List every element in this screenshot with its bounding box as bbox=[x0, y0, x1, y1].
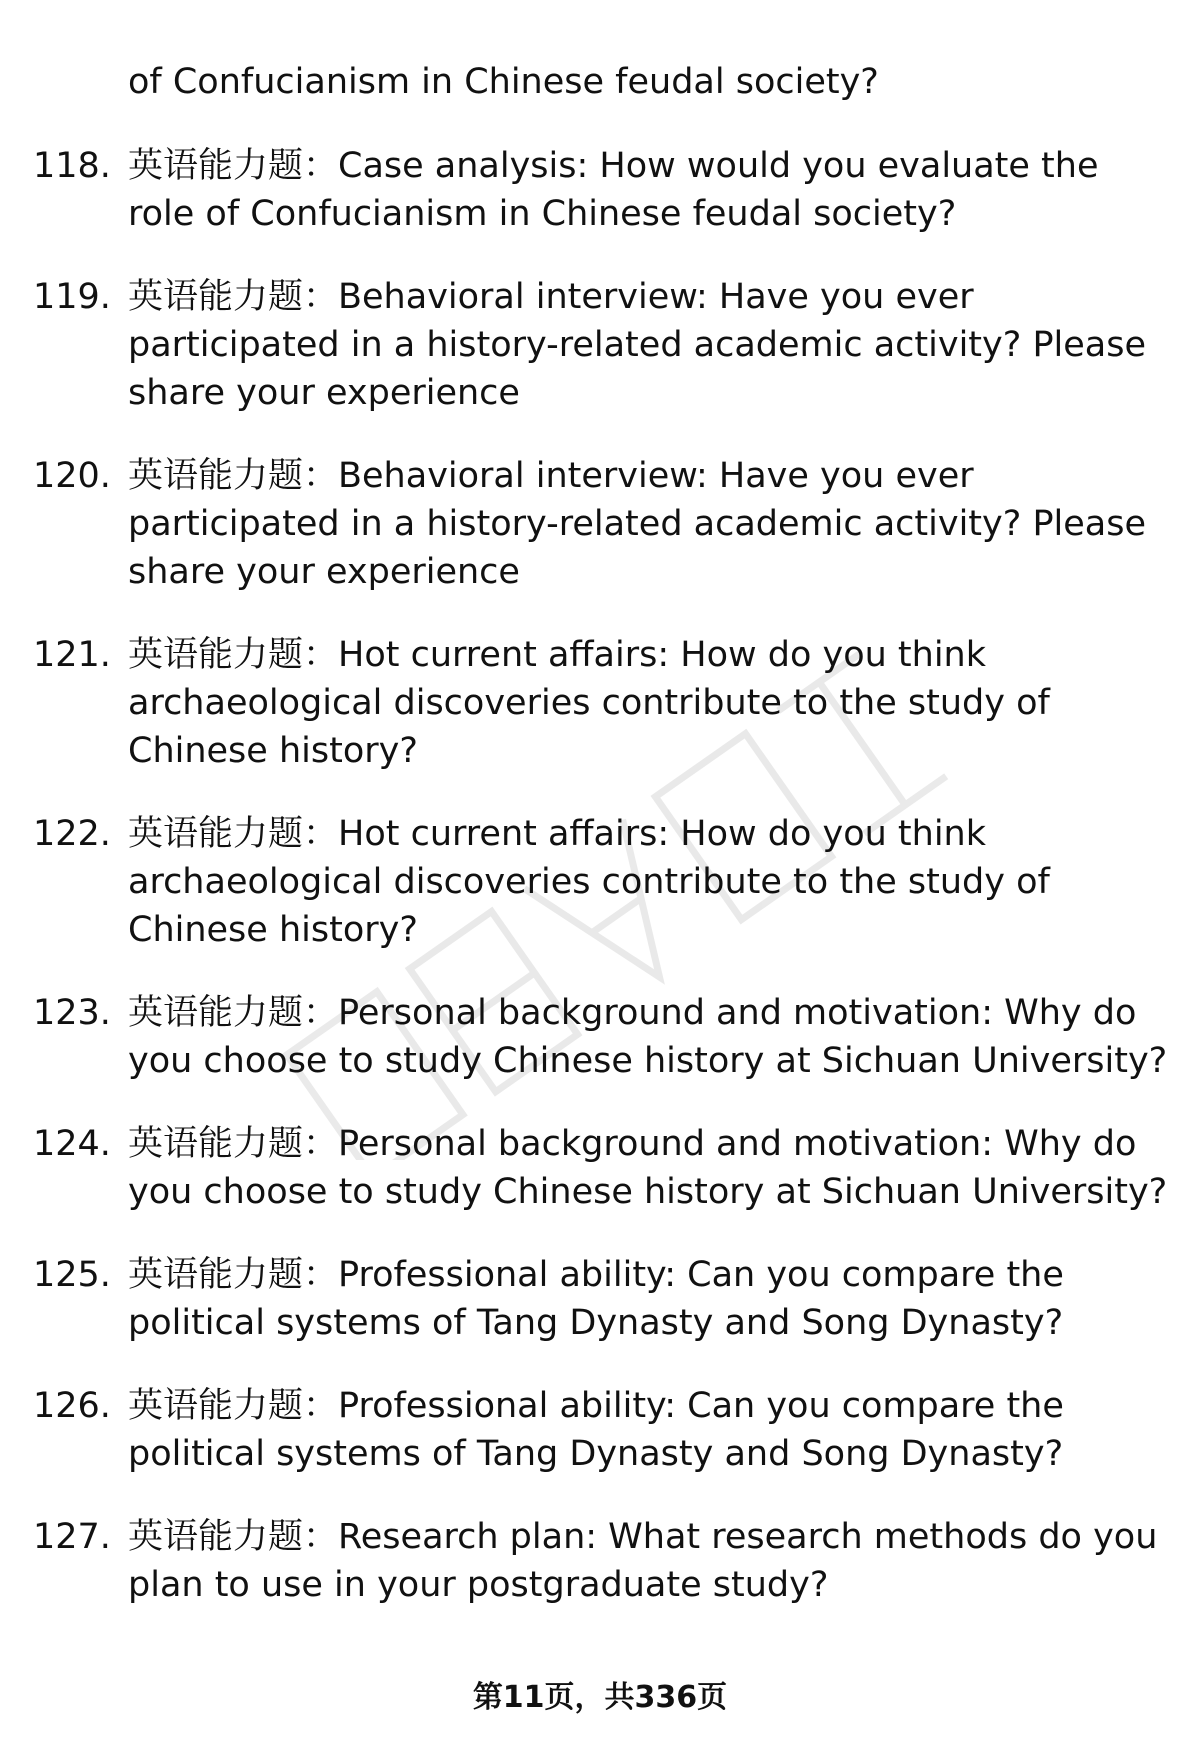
question-text: Professional ability: Can you compare the political systems of Tang Dynasty and Song Dynasty? bbox=[128, 1255, 1064, 1343]
question-tag: 英语能力题： bbox=[128, 146, 339, 186]
question-text: Behavioral interview: Have you ever participated in a history-related academic activity? Please share your experience bbox=[128, 456, 1147, 592]
question-text: Personal background and motivation: Why do you choose to study Chinese history at Sichuan University? bbox=[128, 993, 1168, 1081]
question-number: 118. bbox=[33, 146, 111, 186]
question-tag: 英语能力题： bbox=[128, 993, 339, 1033]
question-text: Research plan: What research methods do you plan to use in your postgraduate study? bbox=[128, 1517, 1158, 1605]
question-tag: 英语能力题： bbox=[128, 456, 339, 496]
question-text: Professional ability: Can you compare the political systems of Tang Dynasty and Song Dynasty? bbox=[128, 1386, 1064, 1474]
question-text: Personal background and motivation: Why do you choose to study Chinese history at Sichuan University? bbox=[128, 1124, 1168, 1212]
question-number: 121. bbox=[33, 635, 111, 675]
question-tag: 英语能力题： bbox=[128, 1517, 339, 1557]
question-text: Hot current affairs: How do you think archaeological discoveries contribute to the study of Chinese history? bbox=[128, 635, 1050, 771]
question-list bbox=[0, 142, 1200, 1644]
question-item bbox=[0, 142, 1168, 238]
question-number: 126. bbox=[33, 1386, 111, 1426]
question-text: Case analysis: How would you evaluate the role of Confucianism in Chinese feudal society? bbox=[128, 146, 1099, 234]
question-number: 123. bbox=[33, 993, 111, 1033]
question-item bbox=[0, 1513, 1168, 1609]
question-item bbox=[0, 810, 1168, 954]
question-item bbox=[0, 1382, 1168, 1478]
question-item bbox=[0, 452, 1168, 596]
question-item bbox=[0, 273, 1168, 417]
question-number: 119. bbox=[33, 277, 111, 317]
page-footer: 第11页，共336页 bbox=[472, 1680, 728, 1715]
question-item bbox=[0, 1120, 1168, 1216]
question-tag: 英语能力题： bbox=[128, 1124, 339, 1164]
continuation-text: of Confucianism in Chinese feudal society? bbox=[128, 62, 879, 102]
question-tag: 英语能力题： bbox=[128, 277, 339, 317]
question-text: Behavioral interview: Have you ever participated in a history-related academic activity? Please share your experience bbox=[128, 277, 1147, 413]
question-tag: 英语能力题： bbox=[128, 635, 339, 675]
question-tag: 英语能力题： bbox=[128, 1386, 339, 1426]
question-number: 124. bbox=[33, 1124, 111, 1164]
question-item bbox=[0, 631, 1168, 775]
question-text: Hot current affairs: How do you think archaeological discoveries contribute to the study of Chinese history? bbox=[128, 814, 1050, 950]
question-number: 122. bbox=[33, 814, 111, 854]
question-item bbox=[0, 1251, 1168, 1347]
question-number: 125. bbox=[33, 1255, 111, 1295]
question-number: 120. bbox=[33, 456, 111, 496]
question-tag: 英语能力题： bbox=[128, 814, 339, 854]
question-number: 127. bbox=[33, 1517, 111, 1557]
question-tag: 英语能力题： bbox=[128, 1255, 339, 1295]
question-item bbox=[0, 989, 1168, 1085]
